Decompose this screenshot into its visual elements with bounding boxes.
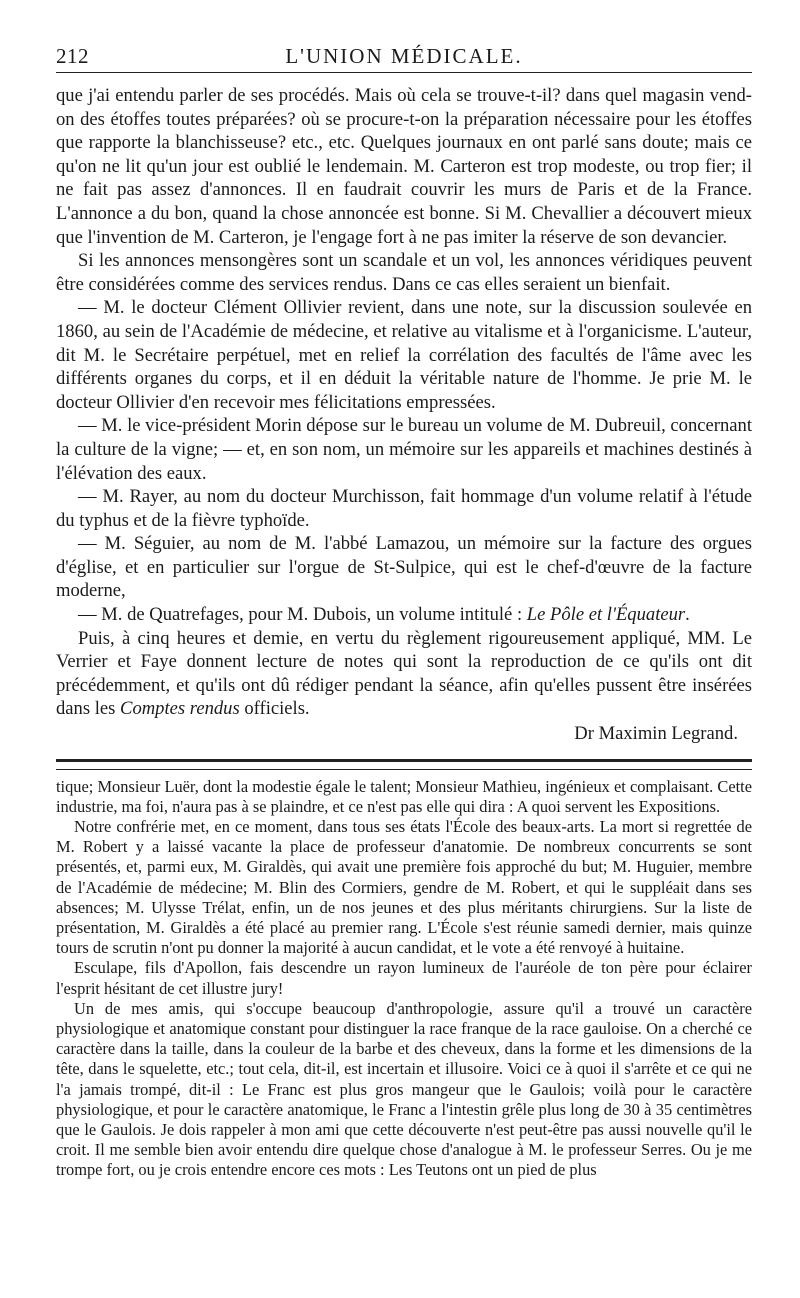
paragraph-text: Puis, à cinq heures et demie, en vertu du règlement rigoureusement appliqué, MM. Le Verrier et Faye donnent lecture de notes qui sont la reproduction de ce qu'ils ont dit précédemment, et qu'ils ont dû rédiger pendant la séance, afin qu'elles pussent être insérées dans les (56, 627, 752, 720)
page-header (56, 0, 752, 68)
signature-title: Dr (574, 723, 594, 745)
book-title: Le Pôle et l'Équateur (526, 604, 686, 626)
article-paragraph: — M. Rayer, au nom du docteur Murchisson, fait hommage d'un volume relatif à l'étude du typhus et de la fièvre typhoïde. (56, 486, 752, 531)
feuilleton-separator (56, 759, 752, 770)
article-paragraph: — M. Séguier, au nom de M. l'abbé Lamazou, un mémoire sur la facture des orgues d'église, et en particulier sur l'orgue de St-Sulpice, qui est le chef-d'œuvre de la facture moderne, (56, 533, 752, 602)
paragraph-text: . (685, 604, 690, 626)
paragraph-text: officiels. (239, 698, 310, 720)
article-paragraph: Si les annonces mensongères sont un scandale et un vol, les annonces véridiques peuvent être considérées comme des services rendus. Dans ce cas elles seraient un bienfait. (56, 250, 752, 295)
article-paragraph: que j'ai entendu parler de ses procédés. Mais où cela se trouve-t-il? dans quel magasin vend-on des étoffes toutes préparées? où se procure-t-on la préparation nécessaire pour les étoffes que rapporte la blanchisseuse? etc., etc. Quelques journaux en ont parlé sans doute; mais ce qu'on ne lit qu'un jour est oublié le lendemain. M. Carteron est trop modeste, ou trop fier; il ne fait pas assez d'annonces. Il en faudrait couvrir les murs de Paris et de la France. L'annonce a du bon, quand la chose annoncée est bonne. Si M. Chevallier a découvert mieux que l'invention de M. Carteron, je l'engage fort à ne pas imiter la réserve de son devancier. (56, 85, 752, 248)
header-rule (56, 72, 752, 73)
article-paragraph (56, 627, 752, 721)
feuilleton-column (56, 777, 752, 1181)
feuilleton-paragraph: Un de mes amis, qui s'occupe beaucoup d'anthropologie, assure qu'il a trouvé un caractère physiologique et anatomique constant pour distinguer la race franque de la race gauloise. On a cherché ce caractère dans la taille, dans la couleur de la barbe et des cheveux, dans la forme et les dimensions de la tête, dans le squelette, etc.; tout cela, dit-il, est incertain et illusoire. Voici ce à quoi il s'arrête et ce qui ne l'a jamais trompé, dit-il : Le Franc est plus gros mangeur que le Gaulois; voilà pour le caractère physiologique, et pour le caractère anatomique, le Franc a l'intestin grêle plus long de 30 à 35 centimètres que le Gaulois. Je dois rappeler à mon ami que cette découverte n'est peut-être pas aussi nouvelle qu'il le croit. Il me semble bien avoir entendu dire quelque chose d'analogue à M. le professeur Serres. Ou je me trompe fort, ou je crois entendre encore ces mots : Les Teutons ont un pied de plus (56, 998, 752, 1180)
signature-name: Maximin Legrand. (598, 723, 738, 745)
feuilleton-paragraph: Notre confrérie met, en ce moment, dans tous ses états l'École des beaux-arts. La mort si regrettée de M. Robert y a laissé vacante la place de professeur d'anatomie. De nombreux concurrents se sont présentés, et, parmi eux, M. Giraldès, qui avait une première fois approché du but; M. Huguier, membre de l'Académie de médecine; M. Blin des Cormiers, gendre de M. Robert, et qui le suppléait dans ses absences; M. Ulysse Trélat, enfin, un de nos jeunes et des plus méritants chirurgiens. Sur la liste de présentation, M. Giraldès a été placé au premier rang. L'École s'est réunie samedi dernier, mais quinze tours de scrutin n'ont pu donner la majorité à aucun candidat, et le vote a été renvoyé à huitaine. (56, 817, 752, 958)
article-paragraph: — M. le vice-président Morin dépose sur le bureau un volume de M. Dubreuil, concernant la culture de la vigne; — et, en son nom, un mémoire sur les appareils et machines destinés à l'élévation des eaux. (56, 415, 752, 484)
article-paragraph: — M. le docteur Clément Ollivier revient, dans une note, sur la discussion soulevée en 1860, au sein de l'Académie de médecine, et relative au vitalisme et à l'organicisme. L'auteur, dit M. le Secrétaire perpétuel, met en relief la corrélation des facultés de l'âme avec les différents organes du corps, et il en déduit la véritable nature de l'homme. Je prie M. le docteur Ollivier d'en recevoir mes félicitations empressées. (56, 297, 752, 413)
feuilleton-paragraph: Esculape, fils d'Apollon, fais descendre un rayon lumineux de l'auréole de ton père pour éclairer l'esprit hésitant de cet illustre jury! (56, 958, 752, 998)
publication-title: Comptes rendus (120, 698, 240, 720)
academy-report-article (56, 84, 752, 746)
article-paragraph (56, 603, 752, 627)
running-title: L'UNION MÉDICALE. (285, 44, 523, 68)
feuilleton-paragraph: tique; Monsieur Luër, dont la modestie égale le talent; Monsieur Mathieu, ingénieux et complaisant. Cette industrie, ma foi, n'aura pas à se plaindre, et ce n'est pas elle qui dira : A quoi servent les Expositions. (56, 776, 752, 816)
page-number: 212 (56, 44, 89, 68)
paragraph-text: — M. de Quatrefages, pour M. Dubois, un volume intitulé : (78, 604, 527, 626)
author-signature (56, 722, 752, 746)
